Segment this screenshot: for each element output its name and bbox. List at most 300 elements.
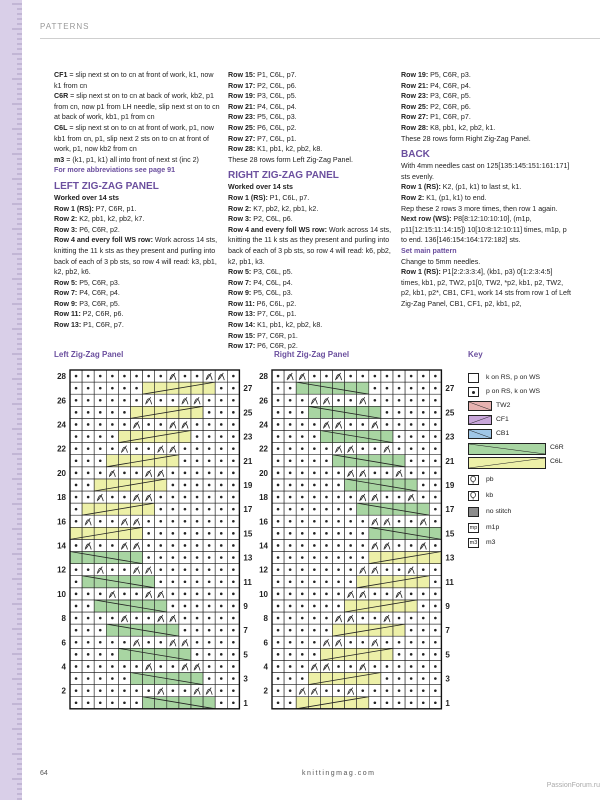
purl-dot <box>75 629 78 632</box>
purl-dot <box>434 568 437 571</box>
purl-dot <box>99 459 102 462</box>
chart-row-label: 24 <box>259 420 268 430</box>
purl-dot <box>220 701 223 704</box>
purl-dot <box>75 568 78 571</box>
purl-dot <box>361 641 364 644</box>
cf1-icon <box>468 415 492 425</box>
purl-dot <box>361 617 364 620</box>
right-panel-line: Row 1 (RS): P1, C6L, p7. <box>228 193 310 202</box>
purl-dot <box>87 629 90 632</box>
key-label: C6R <box>550 444 564 451</box>
purl-dot <box>196 435 199 438</box>
purl-dot <box>87 665 90 668</box>
purl-dot <box>349 375 352 378</box>
purl-dot <box>87 653 90 656</box>
chart-cell <box>345 624 357 636</box>
purl-dot <box>434 665 437 668</box>
purl-dot <box>277 508 280 511</box>
chart-row-label: 8 <box>61 614 66 624</box>
purl-dot <box>172 532 175 535</box>
purl-dot <box>111 568 114 571</box>
left-panel-line: Row 1 (RS): P7, C6R, p1. <box>54 204 137 213</box>
key-label: CB1 <box>496 430 510 437</box>
purl-dot <box>289 665 292 668</box>
purl-dot <box>208 593 211 596</box>
purl-dot <box>301 653 304 656</box>
key-label: CF1 <box>496 416 509 423</box>
purl-dot <box>99 387 102 390</box>
chart-cell <box>118 624 130 636</box>
chart-cell <box>155 382 167 394</box>
purl-dot <box>232 411 235 414</box>
purl-dot <box>289 580 292 583</box>
purl-dot <box>349 665 352 668</box>
chart-cell <box>143 406 155 418</box>
purl-dot <box>398 568 401 571</box>
purl-dot <box>75 520 78 523</box>
purl-dot <box>386 375 389 378</box>
chart-row-label: 9 <box>445 601 450 611</box>
chart-cell <box>357 673 369 685</box>
key-title: Key <box>468 350 483 359</box>
chart-key <box>468 350 608 546</box>
purl-dot <box>398 520 401 523</box>
back-line: Change to 5mm needles. <box>401 257 481 266</box>
purl-dot <box>99 665 102 668</box>
purl-dot <box>220 617 223 620</box>
purl-dot <box>184 532 187 535</box>
purl-dot <box>289 605 292 608</box>
purl-dot <box>208 472 211 475</box>
purl-dot <box>374 447 377 450</box>
purl-dot <box>313 629 316 632</box>
right-panel-line: Row 23: P3, C6R, p5. <box>401 92 471 101</box>
purl-dot <box>313 544 316 547</box>
chart-cell <box>94 503 106 515</box>
purl-dot <box>386 423 389 426</box>
purl-dot <box>410 435 413 438</box>
purl-dot <box>172 580 175 583</box>
purl-dot <box>313 532 316 535</box>
left-panel-line: Row 5: P5, C6R, p3. <box>54 278 120 287</box>
chart-row-label: 23 <box>445 432 455 442</box>
grey-icon <box>468 507 479 517</box>
purl-dot <box>434 617 437 620</box>
purl-dot <box>111 387 114 390</box>
purl-dot <box>289 617 292 620</box>
chart-cell <box>393 479 405 491</box>
chart-row-label: 10 <box>259 589 268 599</box>
purl-dot <box>349 580 352 583</box>
purl-dot <box>277 556 280 559</box>
purl-dot <box>361 447 364 450</box>
purl-dot <box>232 689 235 692</box>
key-label: no stitch <box>486 508 512 515</box>
left-panel-line: Row 21: P4, C6L, p4. <box>228 102 297 111</box>
chart-cell <box>405 576 417 588</box>
purl-dot <box>135 617 138 620</box>
purl-dot <box>87 423 90 426</box>
chart-cell <box>167 648 179 660</box>
purl-dot <box>87 375 90 378</box>
purl-dot <box>337 665 340 668</box>
purl-dot <box>75 484 78 487</box>
right-panel-line: Row 17: P6, C6R, p2. <box>228 342 298 351</box>
purl-dot <box>337 484 340 487</box>
chart-row-label: 17 <box>445 505 455 515</box>
chart-row-label: 22 <box>259 444 268 454</box>
purl-dot <box>87 496 90 499</box>
purl-dot <box>232 508 235 511</box>
purl-dot <box>301 411 304 414</box>
purl-dot <box>75 399 78 402</box>
purl-dot <box>301 484 304 487</box>
purl-dot <box>220 556 223 559</box>
purl-dot <box>277 387 280 390</box>
purl-dot <box>289 556 292 559</box>
purl-dot <box>208 484 211 487</box>
purl-dot <box>135 447 138 450</box>
purl-dot <box>398 677 401 680</box>
purl-dot <box>349 508 352 511</box>
chart-row-label: 12 <box>259 565 268 575</box>
right-panel-line: Worked over 14 sts <box>228 183 293 192</box>
purl-dot <box>374 689 377 692</box>
purl-dot <box>196 617 199 620</box>
key-label: C6L <box>550 458 563 465</box>
purl-dot <box>361 544 364 547</box>
purl-dot <box>75 544 78 547</box>
purl-dot <box>398 653 401 656</box>
right-panel-line: Row 21: P4, C6R, p4. <box>401 81 471 90</box>
purl-dot <box>410 617 413 620</box>
chart-row-label: 20 <box>259 468 268 478</box>
purl-dot <box>349 568 352 571</box>
right-panel-line: Row 2: K7, pb2, k2, pb1, k2. <box>228 204 319 213</box>
chart-row-label: 10 <box>57 589 66 599</box>
purl-dot <box>422 411 425 414</box>
purl-dot <box>434 629 437 632</box>
abbreviations <box>54 70 220 165</box>
purl-dot <box>220 387 223 390</box>
purl-dot <box>289 532 292 535</box>
purl-dot <box>410 411 413 414</box>
purl-dot <box>220 484 223 487</box>
right-panel-line: Row 11: P6, C6L, p2. <box>228 299 297 308</box>
chart-cell <box>369 648 381 660</box>
right-panel-line: Row 9: P5, C6L, p3. <box>228 289 293 298</box>
chart-cell <box>308 697 320 709</box>
purl-dot <box>301 435 304 438</box>
purl-dot <box>289 653 292 656</box>
purl-dot <box>386 472 389 475</box>
purl-dot <box>196 459 199 462</box>
purl-dot <box>208 447 211 450</box>
chart-cell <box>405 503 417 515</box>
purl-dot <box>111 435 114 438</box>
purl-dot <box>75 459 78 462</box>
purl-dot <box>123 496 126 499</box>
purl-dot <box>75 665 78 668</box>
purl-dot <box>123 472 126 475</box>
site-url[interactable]: knittingmag.com <box>302 770 376 777</box>
purl-dot <box>99 617 102 620</box>
purl-dot <box>208 629 211 632</box>
tw2-icon <box>468 401 492 411</box>
purl-dot <box>277 375 280 378</box>
purl-dot <box>75 375 78 378</box>
purl-dot <box>361 520 364 523</box>
purl-dot <box>289 496 292 499</box>
abbrev-line: m3 = (k1, p1, k1) all into front of next st (inc 2) <box>54 155 199 164</box>
purl-dot <box>99 399 102 402</box>
purl-dot <box>208 423 211 426</box>
purl-dot <box>301 508 304 511</box>
purl-dot <box>232 399 235 402</box>
purl-dot <box>289 544 292 547</box>
purl-dot <box>135 399 138 402</box>
purl-dot <box>422 484 425 487</box>
chart-row-label: 2 <box>61 686 66 696</box>
purl-dot <box>208 617 211 620</box>
purl-dot <box>277 459 280 462</box>
column-1 <box>54 70 220 331</box>
purl-dot <box>410 459 413 462</box>
purl-dot <box>277 641 280 644</box>
purl-dot <box>289 677 292 680</box>
purl-dot <box>325 580 328 583</box>
purl-dot <box>123 423 126 426</box>
chart-row-label: 28 <box>57 372 66 382</box>
purl-dot <box>301 641 304 644</box>
purl-dot <box>172 508 175 511</box>
purl-dot <box>361 689 364 692</box>
purl-dot <box>196 532 199 535</box>
purl-dot <box>277 629 280 632</box>
left-panel-line: Row 13: P1, C6R, p7. <box>54 321 124 330</box>
purl-dot <box>87 677 90 680</box>
purl-dot <box>99 423 102 426</box>
purl-dot <box>289 484 292 487</box>
chart-row-label: 25 <box>243 408 253 418</box>
purl-dot <box>87 435 90 438</box>
purl-dot <box>289 472 292 475</box>
purl-dot <box>172 689 175 692</box>
chart-cell <box>381 455 393 467</box>
dot-icon <box>468 387 479 397</box>
purl-dot <box>410 399 413 402</box>
purl-dot <box>361 375 364 378</box>
purl-dot <box>434 447 437 450</box>
purl-dot <box>220 399 223 402</box>
purl-dot <box>301 520 304 523</box>
purl-dot <box>422 629 425 632</box>
purl-dot <box>277 435 280 438</box>
back-line: Next row (WS): P8[8:12:10:10:10], (m1p, p11[12:15:11:14:15]) 10[10:8:12:10:11] times, m1p, p to end. 136[146:154:164:172:182] sts. <box>401 215 567 245</box>
purl-dot <box>184 375 187 378</box>
purl-dot <box>172 472 175 475</box>
purl-dot <box>277 496 280 499</box>
purl-dot <box>374 665 377 668</box>
purl-dot <box>289 689 292 692</box>
purl-dot <box>196 593 199 596</box>
purl-dot <box>277 580 280 583</box>
purl-dot <box>422 665 425 668</box>
right-panel-line: Row 3: P2, C6L, p6. <box>228 215 293 224</box>
key-label: m1p <box>486 524 500 531</box>
purl-dot <box>75 387 78 390</box>
purl-dot <box>277 593 280 596</box>
purl-dot <box>277 399 280 402</box>
purl-dot <box>434 411 437 414</box>
purl-dot <box>87 399 90 402</box>
purl-dot <box>422 459 425 462</box>
purl-dot <box>289 447 292 450</box>
purl-dot <box>313 605 316 608</box>
purl-dot <box>289 423 292 426</box>
purl-dot <box>434 520 437 523</box>
chart-row-label: 12 <box>57 565 66 575</box>
purl-dot <box>398 399 401 402</box>
purl-dot <box>220 472 223 475</box>
purl-dot <box>87 484 90 487</box>
chart-row-label: 21 <box>243 456 253 466</box>
purl-dot <box>349 423 352 426</box>
purl-dot <box>159 580 162 583</box>
chart-cell <box>320 673 332 685</box>
left-panel-line: Row 25: P6, C6L, p2. <box>228 123 297 132</box>
purl-dot <box>349 544 352 547</box>
purl-dot <box>374 399 377 402</box>
left-panel-line: Row 28: K1, pb1, k2, pb2, k8. <box>228 145 323 154</box>
purl-dot <box>434 701 437 704</box>
purl-dot <box>277 484 280 487</box>
purl-dot <box>75 435 78 438</box>
purl-dot <box>232 375 235 378</box>
purl-dot <box>172 665 175 668</box>
purl-dot <box>220 568 223 571</box>
left-panel-line: Row 4 and every foll WS row: Work across 14 sts, knitting the 11 k sts as they present and purling into back of each of 3 pb sts, so row 4 will read: k3, pb1, k2, pb2, k6. <box>54 236 218 277</box>
chart-row-label: 11 <box>243 577 252 587</box>
purl-dot <box>386 689 389 692</box>
back-line: With 4mm needles cast on 125[135:145:151:161:171] sts evenly. <box>401 162 570 181</box>
m3-icon: m3 <box>469 540 478 546</box>
purl-dot <box>111 689 114 692</box>
purl-dot <box>301 605 304 608</box>
purl-dot <box>232 593 235 596</box>
chart-row-label: 6 <box>61 638 66 648</box>
purl-dot <box>289 411 292 414</box>
purl-dot <box>159 544 162 547</box>
purl-dot <box>87 689 90 692</box>
purl-dot <box>232 484 235 487</box>
purl-dot <box>87 459 90 462</box>
purl-dot <box>123 665 126 668</box>
chart-cell <box>106 600 118 612</box>
purl-dot <box>111 665 114 668</box>
purl-dot <box>434 472 437 475</box>
purl-dot <box>208 459 211 462</box>
chart-row-label: 26 <box>259 396 268 406</box>
purl-dot <box>184 544 187 547</box>
chart-cell <box>333 648 345 660</box>
back-instructions <box>401 161 573 309</box>
purl-dot <box>87 568 90 571</box>
chart-row-label: 22 <box>57 444 66 454</box>
purl-dot <box>337 472 340 475</box>
purl-dot <box>220 447 223 450</box>
purl-dot <box>386 399 389 402</box>
right-panel-line: Row 13: P7, C6L, p1. <box>228 310 297 319</box>
purl-dot <box>434 544 437 547</box>
purl-dot <box>277 568 280 571</box>
purl-dot <box>386 665 389 668</box>
purl-dot <box>374 472 377 475</box>
purl-dot <box>434 689 437 692</box>
purl-dot <box>325 508 328 511</box>
left-chart-title: Left Zig-Zag Panel <box>54 350 124 359</box>
purl-dot <box>172 556 175 559</box>
purl-dot <box>232 544 235 547</box>
purl-dot <box>99 641 102 644</box>
section-label: PATTERNS <box>40 22 90 31</box>
purl-dot <box>220 459 223 462</box>
purl-dot <box>184 629 187 632</box>
chart-row-label: 4 <box>263 662 268 672</box>
right-panel-line: Row 28: K8, pb1, k2, pb2, k1. <box>401 123 496 132</box>
chart-cell <box>131 431 143 443</box>
purl-dot <box>184 568 187 571</box>
column-3 <box>401 70 573 309</box>
chart-cell <box>357 600 369 612</box>
purl-dot <box>386 701 389 704</box>
purl-dot <box>337 508 340 511</box>
page-number: 64 <box>40 770 48 777</box>
left-panel-line: Row 11: P2, C6R, p6. <box>54 310 124 319</box>
purl-dot <box>337 689 340 692</box>
purl-dot <box>398 641 401 644</box>
purl-dot <box>349 496 352 499</box>
purl-dot <box>349 641 352 644</box>
purl-dot <box>111 423 114 426</box>
left-panel-line: Row 2: K2, pb1, k2, pb2, k7. <box>54 215 145 224</box>
purl-dot <box>111 617 114 620</box>
purl-dot <box>111 520 114 523</box>
more-abbreviations-link[interactable]: For more abbreviations see page 91 <box>54 166 176 175</box>
chart-cell <box>167 431 179 443</box>
purl-dot <box>398 665 401 668</box>
purl-dot <box>87 605 90 608</box>
purl-dot <box>398 701 401 704</box>
purl-dot <box>422 689 425 692</box>
chart-cell <box>82 527 94 539</box>
chart-cell <box>106 479 118 491</box>
purl-dot <box>301 617 304 620</box>
purl-dot <box>147 617 150 620</box>
purl-dot <box>232 605 235 608</box>
purl-dot <box>422 375 425 378</box>
purl-dot <box>220 496 223 499</box>
chart-row-label: 6 <box>263 638 268 648</box>
purl-dot <box>196 580 199 583</box>
left-panel-instructions <box>54 193 220 331</box>
purl-dot <box>184 508 187 511</box>
purl-dot <box>196 629 199 632</box>
purl-dot <box>313 617 316 620</box>
purl-dot <box>87 617 90 620</box>
purl-dot <box>184 689 187 692</box>
abbrev-line: C6R = slip next st on to cn at back of work, kb2, p1 from cn, now p1 from LH needle, slip next st on to cn at back of work, kb1, p1 from cn <box>54 92 220 122</box>
